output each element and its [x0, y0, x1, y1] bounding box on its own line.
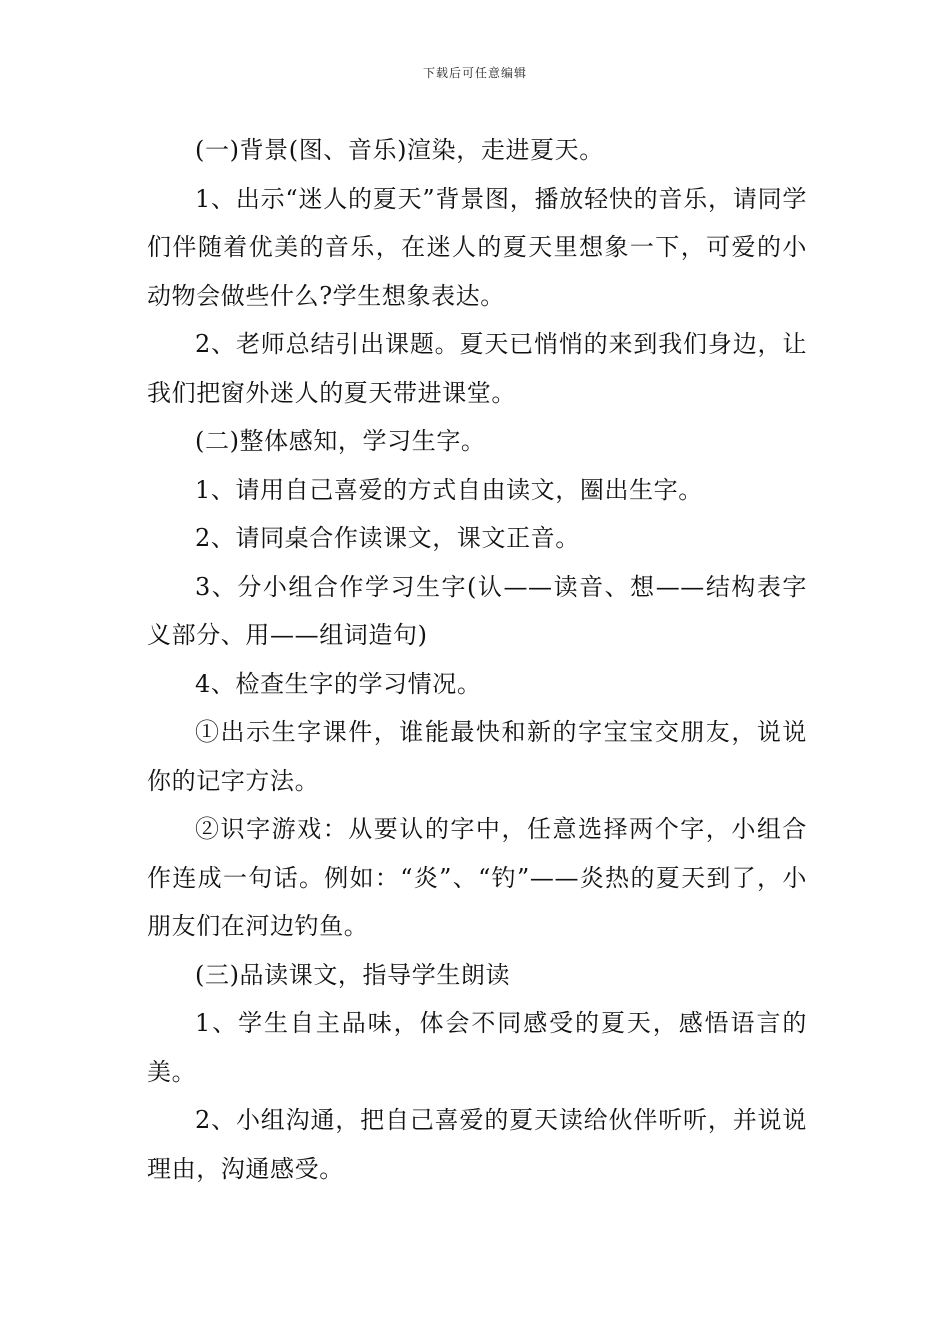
paragraph: 4、检查生字的学习情况。	[195, 669, 482, 698]
section-heading-1: (一)背景(图、音乐)渲染，走进夏天。	[195, 136, 604, 164]
paragraph: 3、分小组合作学习生字(认——读音、想——结构表字义部分、用——组词造句)	[147, 572, 807, 649]
paragraph: 2、小组沟通，把自己喜爱的夏天读给伙伴听听，并说说理由，沟通感受。	[147, 1106, 807, 1183]
paragraph: 2、请同桌合作读课文，课文正音。	[195, 524, 580, 552]
section-heading-3: (三)品读课文，指导学生朗读	[195, 960, 511, 989]
section-heading-2: (二)整体感知，学习生字。	[195, 427, 486, 455]
page-header: 下载后可任意编辑	[422, 66, 527, 80]
paragraph: ②识字游戏：从要认的字中，任意选择两个字，小组合作连成一句话。例如：“炎”、“钓”——炎热的夏天到了，小朋友们在河边钓鱼。	[147, 815, 807, 940]
paragraph: ①出示生字课件，谁能最快和新的字宝宝交朋友，说说你的记字方法。	[147, 718, 807, 795]
paragraph: 1、出示“迷人的夏天”背景图，播放轻快的音乐，请同学们伴随着优美的音乐，在迷人的夏天里想象一下，可爱的小动物会做些什么?学生想象表达。	[147, 184, 807, 310]
paragraph: 1、学生自主品味，体会不同感受的夏天，感悟语言的美。	[147, 1009, 807, 1086]
document-body	[147, 126, 807, 1193]
paragraph: 1、请用自己喜爱的方式自由读文，圈出生字。	[195, 475, 703, 504]
paragraph: 2、老师总结引出课题。夏天已悄悄的来到我们身边，让我们把窗外迷人的夏天带进课堂。	[147, 330, 807, 407]
